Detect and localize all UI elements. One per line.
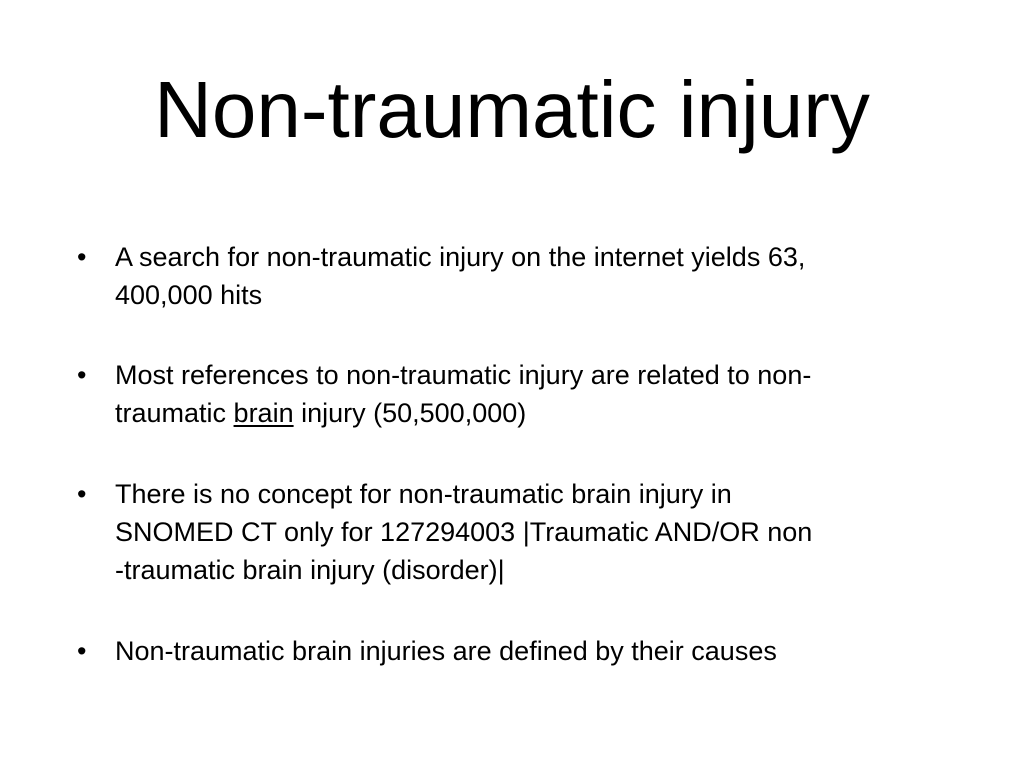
bullet-marker: •: [77, 479, 87, 509]
bullet-2-line-2-prefix: traumatic: [115, 398, 234, 428]
bullet-2-line-1: Most references to non-traumatic injury are related to non-: [115, 360, 812, 390]
bullet-text-2: [115, 356, 955, 432]
bullet-marker: •: [77, 636, 87, 666]
bullet-marker: •: [77, 360, 87, 390]
bullet-3-line-1: There is no concept for non-traumatic brain injury in: [115, 479, 732, 509]
bullet-text-3: [115, 475, 955, 589]
slide-title: Non-traumatic injury: [154, 65, 870, 154]
bullet-3-line-3: -traumatic brain injury (disorder)|: [115, 555, 505, 585]
bullet-text-4: [115, 632, 955, 670]
bullet-3-line-2: SNOMED CT only for 127294003 |Traumatic AND/OR non: [115, 517, 813, 547]
bullet-4-line-1: Non-traumatic brain injuries are defined by their causes: [115, 636, 777, 666]
bullet-text-1: [115, 238, 955, 314]
bullet-2-line-2: [115, 394, 955, 432]
bullet-2-emphasis-brain: brain: [233, 398, 294, 428]
bullet-1-line-2: 400,000 hits: [115, 280, 263, 310]
bullet-1-line-1: A search for non-traumatic injury on the internet yields 63,: [115, 242, 806, 272]
bullet-marker: •: [77, 242, 87, 272]
bullet-2-line-2-suffix: injury (50,500,000): [293, 398, 527, 428]
